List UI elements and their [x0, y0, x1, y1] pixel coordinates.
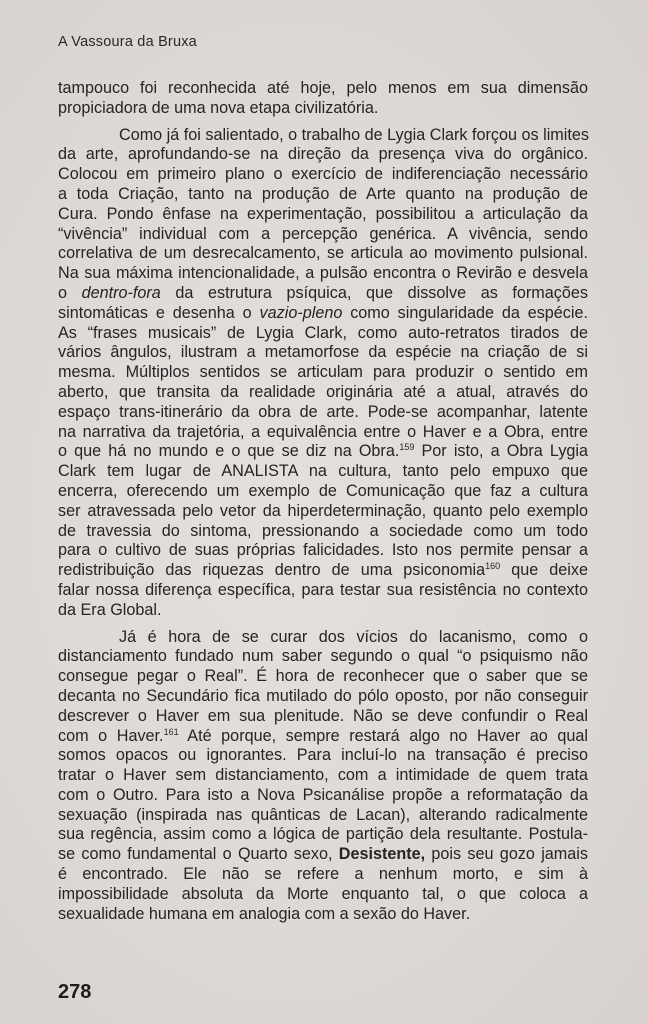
italic-term: vazio-pleno	[259, 303, 343, 322]
text-run: Até porque, sempre restará algo no Haver ao qual	[178, 726, 588, 745]
bold-term: Desistente,	[338, 845, 426, 864]
text-line: Colocou em primeiro plano o exercício de indiferenciação necessário	[58, 165, 588, 184]
text-line: sexuação (inspirada nas quânticas de Lacan), alterando radicalmente	[58, 805, 588, 824]
text-line: Como já foi salientado, o trabalho de Lygia Clark forçou os limites	[119, 125, 589, 144]
text-line: correlativa de um desrecalcamento, se articula ao movimento pulsional.	[58, 244, 588, 263]
text-run: redistribuição das riquezas dentro de uma psiconomia	[58, 561, 486, 580]
text-line: Já é hora de se curar dos vícios do lacanismo, como o	[119, 627, 588, 646]
text-line: ser atravessada pelo vetor da hiperdeterminação, quanto pelo exemplo	[58, 501, 588, 520]
text-line: espaço trans-itinerário da obra de arte. Pode-se acompanhar, latente	[58, 402, 588, 421]
text-line: aberto, que transita da realidade originária até a atual, através do	[58, 382, 588, 401]
text-run: com o Haver.	[58, 726, 164, 745]
text-line: tampouco foi reconhecida até hoje, pelo menos em sua dimensão	[58, 79, 588, 97]
text-run: como singularidade da espécie.	[342, 303, 588, 322]
text-line: distanciamento fundado num saber segundo o qual “o psiquismo não	[58, 647, 588, 666]
footnote-ref-160[interactable]: 160	[485, 561, 501, 572]
text-line: encerra, oferecendo um exemplo de Comunicação que faz a cultura	[58, 481, 588, 500]
body-text	[58, 79, 588, 924]
text-line: Na sua máxima intencionalidade, a pulsão encontra o Revirão e desvela	[58, 264, 588, 283]
text-line: vários ângulos, ilustram a metamorfose da espécie na criação de si	[58, 343, 588, 362]
text-run: Por isto, a Obra Lygia	[414, 442, 589, 461]
paragraph-3	[58, 628, 588, 925]
text-run: o que há no mundo e o que se diz na Obra.	[58, 442, 400, 461]
text-line: “vivência” individual com a percepção genérica. A vivência, sendo	[58, 224, 588, 243]
text-line: Cura. Pondo ênfase na experimentação, possibilitou a articulação da	[58, 204, 588, 223]
text-line: é encontrado. Ele não se refere a nenhum morto, e sim à	[58, 865, 588, 884]
text-line	[58, 561, 588, 581]
footnote-ref-161[interactable]: 161	[163, 726, 179, 737]
text-run: o	[58, 283, 82, 302]
text-line: da arte, aprofundando-se na direção da presença viva do orgânico.	[58, 145, 588, 164]
text-run: sintomáticas e desenha o	[58, 303, 260, 322]
text-line	[58, 845, 588, 865]
text-line: As “frases musicais” de Lygia Clark, como auto-retratos tirados de	[58, 323, 588, 342]
footnote-ref-159[interactable]: 159	[399, 442, 415, 453]
text-line: impossibilidade absoluta da Morte enquanto tal, o que coloca a	[58, 884, 588, 903]
text-line: decanta no Secundário fica mutilado do pólo oposto, por não conseguir	[58, 686, 588, 705]
text-line: com o Outro. Para isto a Nova Psicanálise propõe a reformatação da	[58, 785, 588, 804]
text-line	[58, 727, 588, 747]
text-line	[58, 304, 588, 324]
text-run: da estrutura psíquica, que dissolve as formações	[160, 283, 588, 302]
text-line: falar nossa diferença específica, para testar sua resistência no contexto	[58, 580, 588, 599]
paragraph-2	[58, 126, 588, 621]
text-line: somos opacos ou ignorantes. Para incluí-lo na transação é preciso	[58, 746, 588, 765]
text-line: propiciadora de uma nova etapa civilizatória.	[58, 98, 379, 117]
text-line: na narrativa da trajetória, a equivalência entre o Haver e a Obra, entre	[58, 422, 588, 441]
text-run: se como fundamental o Quarto sexo,	[58, 845, 339, 864]
text-line: da Era Global.	[58, 600, 162, 619]
text-line	[58, 284, 588, 304]
text-line: tratar o Haver sem distanciamento, com a intimidade de quem trata	[58, 766, 588, 785]
running-head: A Vassoura da Bruxa	[58, 34, 197, 50]
text-line: Clark tem lugar de ANALISTA na cultura, tanto pelo empuxo que	[58, 462, 588, 481]
text-line	[58, 442, 588, 462]
text-run: pois seu gozo jamais	[425, 845, 588, 864]
page-number: 278	[58, 981, 92, 1003]
text-line: de travessia do sintoma, pressionando a sociedade como um todo	[58, 521, 588, 540]
text-line: a toda Criação, tanto na produção de Arte quanto na produção de	[58, 184, 588, 203]
text-line: para o cultivo de suas próprias falicidades. Isto nos permite pensar a	[58, 541, 588, 560]
italic-term: dentro-fora	[81, 283, 161, 302]
text-line: consegue pegar o Real”. É hora de reconhecer que o saber que se	[58, 667, 588, 686]
text-run: que deixe	[500, 561, 589, 580]
paragraph-1	[58, 79, 588, 119]
text-line: mesma. Múltiplos sentidos se articulam para produzir o sentido em	[58, 363, 588, 382]
text-line: descrever o Haver em sua plenitude. Não se deve confundir o Real	[58, 706, 588, 725]
text-line: sua regência, assim como a lógica de partição dela resultante. Postula-	[58, 825, 588, 844]
text-line: sexualidade humana em analogia com a sexão do Haver.	[58, 904, 471, 923]
